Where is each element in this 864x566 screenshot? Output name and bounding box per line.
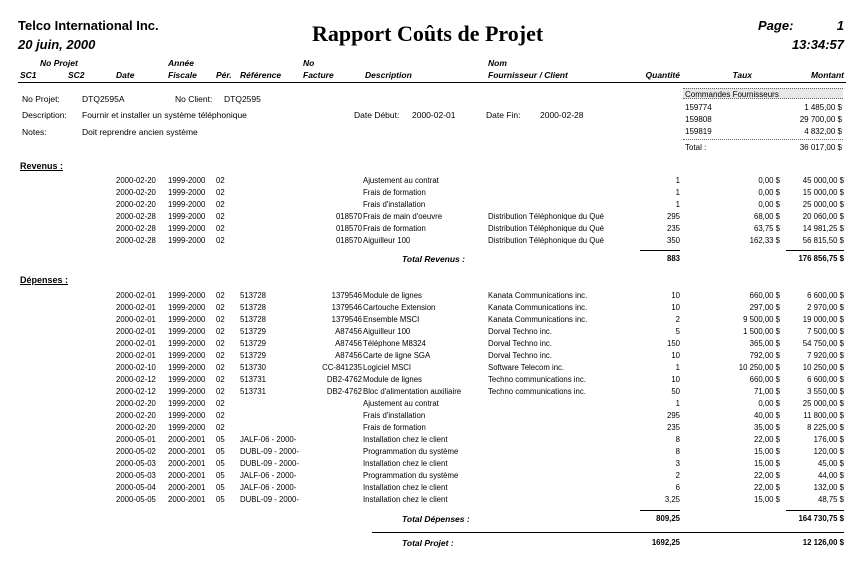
row-date: 2000-02-20 (116, 423, 156, 432)
row-amount: 15 000,00 $ (802, 188, 844, 197)
order-total-label: Total : (685, 143, 707, 152)
row-period: 02 (216, 423, 225, 432)
row-reference: 513731 (240, 375, 267, 384)
table-row (0, 175, 864, 187)
row-description: Frais de formation (363, 188, 426, 197)
row-fiscal-year: 2000-2001 (168, 483, 206, 492)
row-fiscal-year: 2000-2001 (168, 435, 206, 444)
row-date: 2000-05-03 (116, 471, 156, 480)
row-amount: 3 550,00 $ (807, 387, 844, 396)
row-description: Ensemble MSCI (363, 315, 420, 324)
table-row (0, 302, 864, 314)
row-invoice: 018570 (335, 224, 362, 233)
col-annee: Année (168, 58, 194, 68)
row-period: 05 (216, 435, 225, 444)
order-amount: 4 832,00 $ (804, 127, 842, 136)
row-quantity: 10 (671, 375, 680, 384)
page-number: 1 (836, 18, 844, 33)
row-rate: 0,00 $ (758, 176, 780, 185)
row-quantity: 10 (671, 351, 680, 360)
row-period: 02 (216, 387, 225, 396)
row-description: Installation chez le client (363, 495, 448, 504)
row-date: 2000-02-01 (116, 303, 156, 312)
total-depenses-amount: 164 730,75 $ (798, 514, 844, 523)
total-depenses-qty: 809,25 (656, 514, 680, 523)
row-fiscal-year: 1999-2000 (168, 303, 206, 312)
total-revenus-rule (786, 250, 844, 251)
row-amount: 25 000,00 $ (802, 399, 844, 408)
row-description: Ajustement au contrat (363, 176, 439, 185)
row-rate: 35,00 $ (753, 423, 780, 432)
row-rate: 0,00 $ (758, 200, 780, 209)
table-row (0, 199, 864, 211)
col-per: Pér. (216, 70, 232, 80)
row-fiscal-year: 1999-2000 (168, 375, 206, 384)
row-quantity: 6 (675, 483, 680, 492)
row-date: 2000-02-20 (116, 399, 156, 408)
row-date: 2000-02-20 (116, 176, 156, 185)
row-description: Module de lignes (363, 375, 422, 384)
row-amount: 45,00 $ (817, 459, 844, 468)
row-supplier: Distribution Téléphonique du Qué (488, 224, 605, 233)
table-row (0, 410, 864, 422)
row-period: 02 (216, 351, 225, 360)
order-no: 159774 (685, 103, 712, 112)
col-taux: Taux (732, 70, 752, 80)
row-rate: 22,00 $ (753, 471, 780, 480)
row-date: 2000-02-28 (116, 212, 156, 221)
row-supplier: Dorval Techno inc. (488, 339, 552, 348)
row-rate: 15,00 $ (753, 495, 780, 504)
row-quantity: 8 (675, 435, 680, 444)
table-row (0, 326, 864, 338)
row-fiscal-year: 1999-2000 (168, 411, 206, 420)
total-revenus-qty-rule (640, 250, 680, 251)
row-reference: JALF-06 - 2000- (240, 471, 297, 480)
row-fiscal-year: 1999-2000 (168, 224, 206, 233)
row-date: 2000-05-03 (116, 459, 156, 468)
row-reference: 513729 (240, 327, 267, 336)
row-rate: 162,33 $ (749, 236, 780, 245)
report-time: 13:34:57 (791, 37, 844, 52)
row-period: 02 (216, 363, 225, 372)
row-fiscal-year: 2000-2001 (168, 495, 206, 504)
total-revenus-amount: 176 856,75 $ (798, 254, 844, 263)
row-quantity: 2 (675, 315, 680, 324)
col-sc2: SC2 (68, 70, 85, 80)
row-fiscal-year: 1999-2000 (168, 212, 206, 221)
col-fournisseur: Fournisseur / Client (488, 70, 568, 80)
row-rate: 365,00 $ (749, 339, 780, 348)
table-row (0, 386, 864, 398)
row-description: Frais de main d'oeuvre (363, 212, 443, 221)
row-reference: 513728 (240, 303, 267, 312)
row-supplier: Dorval Techno inc. (488, 351, 552, 360)
row-rate: 22,00 $ (753, 483, 780, 492)
row-reference: 513728 (240, 291, 267, 300)
row-fiscal-year: 1999-2000 (168, 236, 206, 245)
row-invoice: 1379546 (331, 315, 362, 324)
row-period: 02 (216, 176, 225, 185)
row-rate: 15,00 $ (753, 459, 780, 468)
row-supplier: Dorval Techno inc. (488, 327, 552, 336)
col-facture: Facture (303, 70, 334, 80)
row-amount: 54 750,00 $ (802, 339, 844, 348)
row-fiscal-year: 1999-2000 (168, 291, 206, 300)
row-amount: 2 970,00 $ (807, 303, 844, 312)
row-invoice: CC-841235 (322, 363, 362, 372)
row-description: Frais de formation (363, 224, 426, 233)
order-no: 159808 (685, 115, 712, 124)
col-no-projet: No Projet (40, 58, 78, 68)
row-description: Carte de ligne SGA (363, 351, 431, 360)
supplier-orders-title: Commandes Fournisseurs (683, 88, 843, 99)
row-date: 2000-02-01 (116, 339, 156, 348)
row-reference: 513728 (240, 315, 267, 324)
no-projet-value: DTQ2595A (82, 94, 125, 104)
row-description: Aiguilleur 100 (363, 236, 411, 245)
row-amount: 44,00 $ (817, 471, 844, 480)
row-quantity: 10 (671, 303, 680, 312)
header-divider (18, 82, 846, 83)
report-date: 20 juin, 2000 (18, 37, 96, 52)
row-period: 02 (216, 224, 225, 233)
total-revenus-label: Total Revenus : (402, 254, 465, 264)
table-row (0, 290, 864, 302)
row-fiscal-year: 2000-2001 (168, 471, 206, 480)
row-rate: 297,00 $ (749, 303, 780, 312)
row-rate: 0,00 $ (758, 188, 780, 197)
row-fiscal-year: 1999-2000 (168, 363, 206, 372)
row-rate: 40,00 $ (753, 411, 780, 420)
row-date: 2000-02-10 (116, 363, 156, 372)
row-quantity: 50 (671, 387, 680, 396)
table-row (0, 482, 864, 494)
order-divider (683, 139, 843, 140)
row-reference: JALF-06 - 2000- (240, 435, 297, 444)
row-invoice: DB2-4762 (326, 375, 362, 384)
row-period: 02 (216, 399, 225, 408)
row-quantity: 10 (671, 291, 680, 300)
row-description: Installation chez le client (363, 459, 448, 468)
row-quantity: 8 (675, 447, 680, 456)
row-period: 02 (216, 291, 225, 300)
row-amount: 132,00 $ (813, 483, 844, 492)
table-row (0, 470, 864, 482)
row-date: 2000-02-01 (116, 351, 156, 360)
row-date: 2000-02-28 (116, 236, 156, 245)
row-supplier: Distribution Téléphonique du Qué (488, 236, 605, 245)
row-rate: 71,00 $ (753, 387, 780, 396)
order-amount: 29 700,00 $ (799, 115, 842, 124)
row-period: 02 (216, 327, 225, 336)
row-quantity: 1 (675, 399, 680, 408)
row-description: Programmation du système (363, 447, 459, 456)
total-projet-qty: 1692,25 (651, 538, 680, 547)
col-reference: Référence (240, 70, 282, 80)
notes-label: Notes: (22, 127, 47, 137)
col-description: Description (365, 70, 412, 80)
row-amount: 6 600,00 $ (807, 375, 844, 384)
row-quantity: 150 (666, 339, 680, 348)
row-fiscal-year: 1999-2000 (168, 423, 206, 432)
row-invoice: 018570 (335, 236, 362, 245)
row-fiscal-year: 1999-2000 (168, 200, 206, 209)
row-rate: 660,00 $ (749, 375, 780, 384)
row-supplier: Distribution Téléphonique du Qué (488, 212, 605, 221)
row-amount: 14 981,25 $ (802, 224, 844, 233)
row-fiscal-year: 1999-2000 (168, 387, 206, 396)
row-quantity: 2 (675, 471, 680, 480)
row-date: 2000-02-20 (116, 200, 156, 209)
order-amount: 1 485,00 $ (804, 103, 842, 112)
row-period: 02 (216, 315, 225, 324)
row-amount: 48,75 $ (817, 495, 844, 504)
row-date: 2000-02-12 (116, 387, 156, 396)
row-description: Programmation du système (363, 471, 459, 480)
total-depenses-label: Total Dépenses : (402, 514, 470, 524)
table-row (0, 458, 864, 470)
row-period: 02 (216, 411, 225, 420)
table-row (0, 350, 864, 362)
row-reference: DUBL-09 - 2000- (240, 459, 299, 468)
row-amount: 25 000,00 $ (802, 200, 844, 209)
table-row (0, 434, 864, 446)
row-rate: 63,75 $ (753, 224, 780, 233)
row-rate: 68,00 $ (753, 212, 780, 221)
table-row (0, 187, 864, 199)
row-period: 02 (216, 375, 225, 384)
row-reference: 513729 (240, 339, 267, 348)
row-reference: DUBL-09 - 2000- (240, 495, 299, 504)
row-quantity: 1 (675, 176, 680, 185)
col-nom: Nom (488, 58, 507, 68)
row-fiscal-year: 1999-2000 (168, 315, 206, 324)
row-amount: 56 815,50 $ (802, 236, 844, 245)
row-rate: 792,00 $ (749, 351, 780, 360)
row-date: 2000-05-01 (116, 435, 156, 444)
row-amount: 7 920,00 $ (807, 351, 844, 360)
row-invoice: A87456 (335, 339, 362, 348)
table-row (0, 422, 864, 434)
row-rate: 15,00 $ (753, 447, 780, 456)
row-period: 02 (216, 236, 225, 245)
row-supplier: Kanata Communications inc. (488, 303, 588, 312)
col-montant: Montant (810, 70, 844, 80)
row-quantity: 5 (675, 327, 680, 336)
row-description: Logiciel MSCI (363, 363, 412, 372)
depenses-title: Dépenses : (20, 275, 69, 285)
row-reference: 513730 (240, 363, 267, 372)
row-period: 05 (216, 459, 225, 468)
table-row (0, 223, 864, 235)
row-amount: 19 000,00 $ (802, 315, 844, 324)
row-supplier: Kanata Communications inc. (488, 291, 588, 300)
table-row (0, 338, 864, 350)
order-total: 36 017,00 $ (799, 143, 842, 152)
row-fiscal-year: 1999-2000 (168, 399, 206, 408)
total-revenus-qty: 883 (666, 254, 680, 263)
table-row (0, 494, 864, 506)
report-title: Rapport Coûts de Projet (312, 21, 544, 46)
row-description: Téléphone M8324 (363, 339, 426, 348)
row-amount: 7 500,00 $ (807, 327, 844, 336)
row-period: 02 (216, 212, 225, 221)
description-value: Fournir et installer un système téléphonique (82, 110, 247, 120)
projet-total-rule (372, 532, 844, 533)
row-description: Cartouche Extension (363, 303, 436, 312)
row-quantity: 1 (675, 363, 680, 372)
row-date: 2000-02-20 (116, 411, 156, 420)
row-quantity: 235 (666, 423, 680, 432)
row-reference: 513731 (240, 387, 267, 396)
row-invoice: A87456 (335, 351, 362, 360)
date-fin-value: 2000-02-28 (540, 110, 584, 120)
row-supplier: Techno communications inc. (488, 387, 586, 396)
row-amount: 120,00 $ (813, 447, 844, 456)
row-invoice: 018570 (335, 212, 362, 221)
no-client-value: DTQ2595 (224, 94, 261, 104)
row-period: 02 (216, 303, 225, 312)
row-fiscal-year: 2000-2001 (168, 459, 206, 468)
row-amount: 45 000,00 $ (802, 176, 844, 185)
table-row (0, 211, 864, 223)
row-period: 05 (216, 495, 225, 504)
row-date: 2000-05-02 (116, 447, 156, 456)
row-quantity: 295 (666, 411, 680, 420)
row-supplier: Software Telecom inc. (488, 363, 565, 372)
no-projet-label: No Projet: (22, 94, 60, 104)
row-rate: 22,00 $ (753, 435, 780, 444)
total-projet-label: Total Projet : (402, 538, 454, 548)
row-rate: 0,00 $ (758, 399, 780, 408)
col-date: Date (116, 70, 135, 80)
col-fiscale: Fiscale (168, 70, 197, 80)
row-date: 2000-02-01 (116, 315, 156, 324)
row-description: Module de lignes (363, 291, 422, 300)
row-rate: 10 250,00 $ (738, 363, 780, 372)
row-amount: 8 225,00 $ (807, 423, 844, 432)
row-quantity: 1 (675, 200, 680, 209)
date-debut-label: Date Début: (354, 110, 400, 120)
row-period: 02 (216, 188, 225, 197)
table-row (0, 362, 864, 374)
row-quantity: 295 (666, 212, 680, 221)
row-supplier: Techno communications inc. (488, 375, 586, 384)
table-row (0, 398, 864, 410)
row-date: 2000-05-05 (116, 495, 156, 504)
row-description: Installation chez le client (363, 483, 448, 492)
row-rate: 9 500,00 $ (743, 315, 780, 324)
page-label: Page: (758, 18, 794, 33)
row-quantity: 3 (675, 459, 680, 468)
row-date: 2000-02-12 (116, 375, 156, 384)
row-description: Bloc d'alimentation auxiliaire (363, 387, 462, 396)
table-row (0, 374, 864, 386)
row-supplier: Kanata Communications inc. (488, 315, 588, 324)
row-quantity: 350 (666, 236, 680, 245)
no-client-label: No Client: (175, 94, 213, 104)
row-period: 02 (216, 339, 225, 348)
row-date: 2000-02-01 (116, 291, 156, 300)
row-invoice: 1379546 (331, 303, 362, 312)
row-description: Aiguilleur 100 (363, 327, 411, 336)
row-period: 05 (216, 471, 225, 480)
row-rate: 1 500,00 $ (743, 327, 780, 336)
row-description: Frais d'installation (363, 411, 426, 420)
row-period: 05 (216, 447, 225, 456)
description-label: Description: (22, 110, 67, 120)
row-fiscal-year: 1999-2000 (168, 176, 206, 185)
row-quantity: 3,25 (664, 495, 680, 504)
total-projet-amount: 12 126,00 $ (802, 538, 844, 547)
notes-value: Doit reprendre ancien système (82, 127, 198, 137)
row-reference: JALF-06 - 2000- (240, 483, 297, 492)
row-reference: 513729 (240, 351, 267, 360)
row-fiscal-year: 1999-2000 (168, 188, 206, 197)
row-invoice: A87456 (335, 327, 362, 336)
row-amount: 20 060,00 $ (802, 212, 844, 221)
row-date: 2000-02-28 (116, 224, 156, 233)
total-depenses-qty-rule (640, 510, 680, 511)
row-amount: 10 250,00 $ (802, 363, 844, 372)
row-amount: 11 800,00 $ (803, 411, 844, 420)
row-fiscal-year: 2000-2001 (168, 447, 206, 456)
row-fiscal-year: 1999-2000 (168, 339, 206, 348)
table-row (0, 314, 864, 326)
row-fiscal-year: 1999-2000 (168, 327, 206, 336)
row-invoice: 1379546 (331, 291, 362, 300)
order-no: 159819 (685, 127, 712, 136)
row-quantity: 1 (675, 188, 680, 197)
total-depenses-rule (786, 510, 844, 511)
row-description: Frais d'installation (363, 200, 426, 209)
row-reference: DUBL-09 - 2000- (240, 447, 299, 456)
row-description: Frais de formation (363, 423, 426, 432)
row-invoice: DB2-4762 (326, 387, 362, 396)
row-fiscal-year: 1999-2000 (168, 351, 206, 360)
row-date: 2000-05-04 (116, 483, 156, 492)
company-name: Telco International Inc. (18, 18, 159, 33)
col-sc1: SC1 (20, 70, 37, 80)
row-date: 2000-02-20 (116, 188, 156, 197)
table-row (0, 235, 864, 247)
revenus-title: Revenus : (20, 161, 64, 171)
row-amount: 176,00 $ (813, 435, 844, 444)
row-amount: 6 600,00 $ (807, 291, 844, 300)
table-row (0, 446, 864, 458)
date-fin-label: Date Fin: (486, 110, 521, 120)
date-debut-value: 2000-02-01 (412, 110, 456, 120)
row-quantity: 235 (666, 224, 680, 233)
row-date: 2000-02-01 (116, 327, 156, 336)
row-description: Installation chez le client (363, 435, 448, 444)
col-no: No (303, 58, 315, 68)
row-rate: 660,00 $ (749, 291, 780, 300)
row-description: Ajustement au contrat (363, 399, 439, 408)
col-quantite: Quantité (645, 70, 680, 80)
row-period: 05 (216, 483, 225, 492)
row-period: 02 (216, 200, 225, 209)
